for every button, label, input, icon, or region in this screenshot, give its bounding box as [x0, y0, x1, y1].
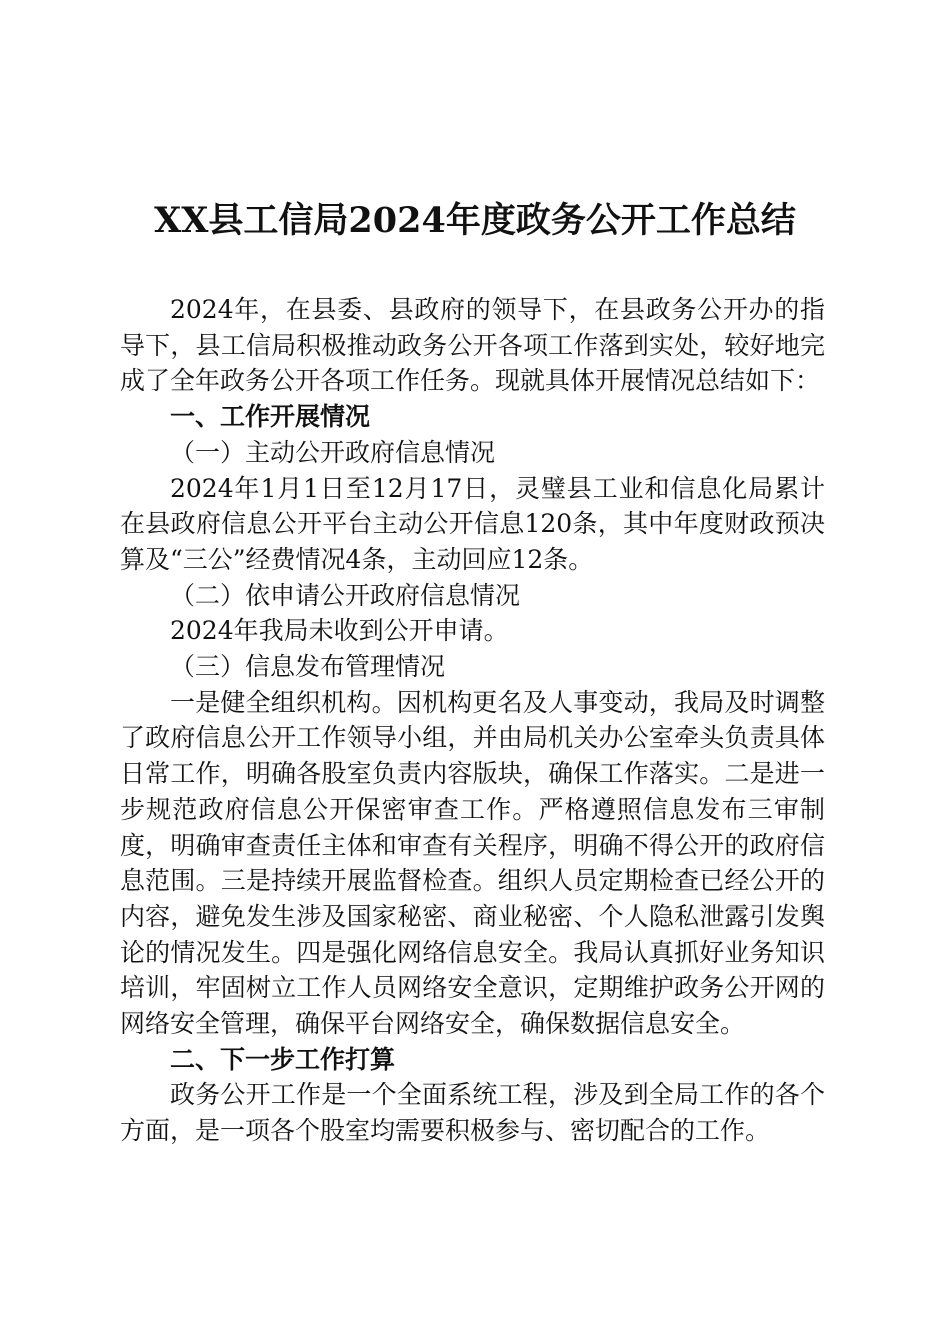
- section-heading-work-status: 一、工作开展情况: [170, 402, 371, 432]
- proactive-disclosure-paragraph: 2024年1月1日至12月17日，灵璧县工业和信息化局累计在县政府信息公开平台主动公开信息120条，其中年度财政预决算及“三公”经费情况4条，主动回应12条。: [120, 473, 825, 574]
- document-body: [120, 292, 825, 1149]
- application-disclosure-paragraph: 2024年我局未收到公开申请。: [170, 616, 509, 646]
- subsection-heading-info-management: （三）信息发布管理情况: [170, 652, 446, 682]
- next-steps-paragraph: 政务公开工作是一个全面系统工程，涉及到全局工作的各个方面，是一项各个股室均需要积极参与、密切配合的工作。: [120, 1080, 825, 1146]
- subsection-heading-application-disclosure: （二）依申请公开政府信息情况: [170, 580, 521, 610]
- document-title: XX县工信局2024年度政务公开工作总结: [154, 200, 796, 241]
- section-heading-next-steps: 二、下一步工作打算: [170, 1044, 396, 1074]
- subsection-heading-proactive-disclosure: （一）主动公开政府信息情况: [170, 437, 496, 467]
- info-management-paragraph: 一是健全组织机构。因机构更名及人事变动，我局及时调整了政府信息公开工作领导小组，并由局机关办公室牵头负责具体日常工作，明确各股室负责内容版块，确保工作落实。二是进一步规范政府信息公开保密审查工作。严格遵照信息发布三审制度，明确审查责任主体和审查有关程序，明确不得公开的政府信息范围。三是持续开展监督检查。组织人员定期检查已经公开的内容，避免发生涉及国家秘密、商业秘密、个人隐私泄露引发舆论的情况发生。四是强化网络信息安全。我局认真抓好业务知识培训，牢固树立工作人员网络安全意识，定期维护政务公开网的网络安全管理，确保平台网络安全，确保数据信息安全。: [120, 687, 825, 1039]
- intro-paragraph: 2024年，在县委、县政府的领导下，在县政务公开办的指导下，县工信局积极推动政务公开各项工作落到实处，较好地完成了全年政务公开各项工作任务。现就具体开展情况总结如下：: [120, 295, 825, 396]
